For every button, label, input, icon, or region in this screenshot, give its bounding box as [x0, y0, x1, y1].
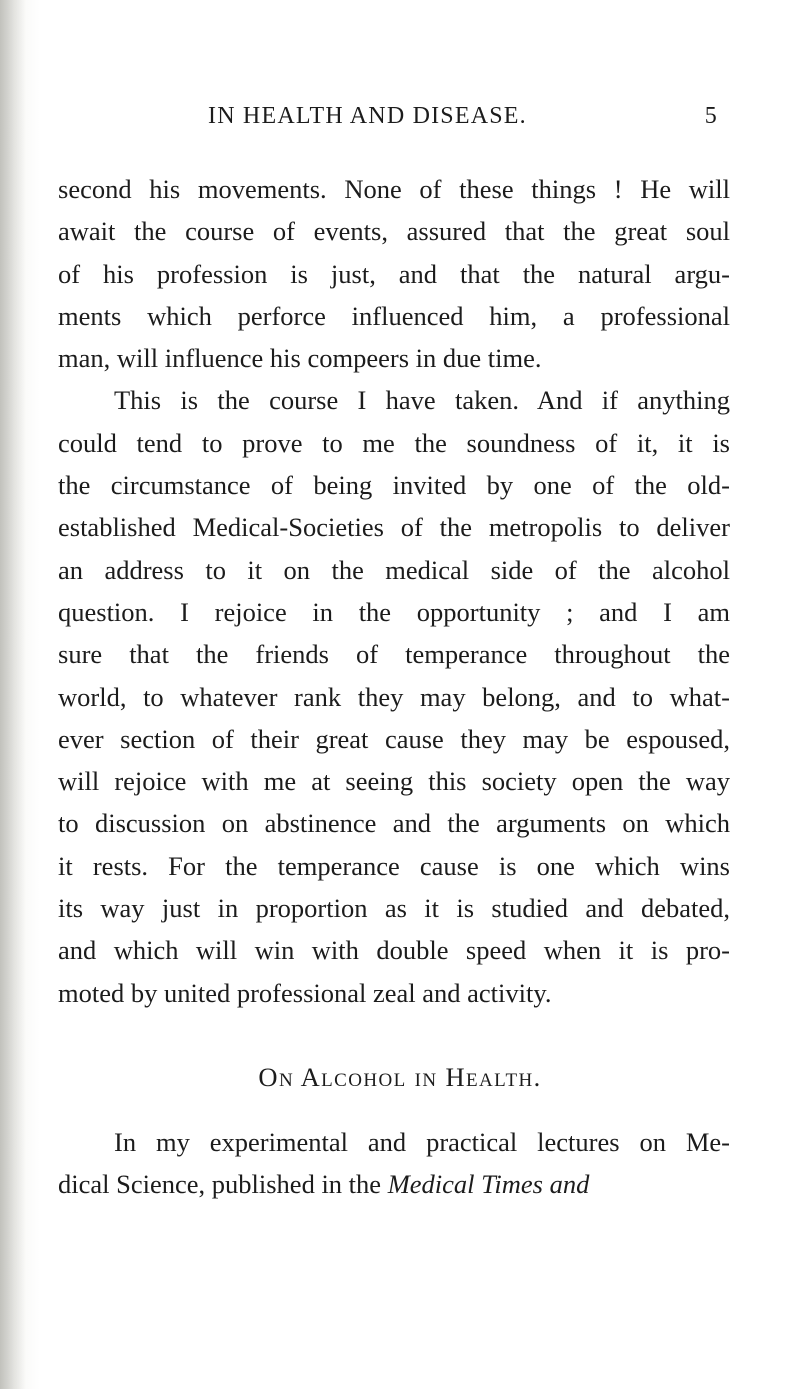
text-line: question. I rejoice in the opportunity ; and I am: [58, 596, 730, 627]
text-line: world, to whatever rank they may belong, and to what-: [58, 681, 730, 712]
page-number: 5: [704, 103, 718, 129]
text-line: could tend to prove to me the soundness of it, it is: [58, 427, 730, 458]
text-line: await the course of events, assured that the great soul: [58, 216, 730, 247]
paragraph-1: [58, 168, 730, 379]
text-line: [58, 1163, 730, 1205]
text-line: and which will win with double speed when it is pro-: [58, 935, 730, 966]
text-segment: dical Science, published in the: [58, 1169, 388, 1200]
text-line: ments which perforce influenced him, a professional: [58, 300, 730, 331]
binding-gutter-shadow: [0, 0, 26, 1389]
text-line: its way just in proportion as it is studied and debated,: [58, 893, 730, 924]
running-head: [208, 103, 718, 143]
body-text: [58, 168, 730, 1014]
text-line: will rejoice with me at seeing this society open the way: [58, 766, 730, 797]
text-line: This is the course I have taken. And if anything: [114, 385, 730, 416]
text-line: of his profession is just, and that the natural argu-: [58, 258, 730, 289]
text-line: ever section of their great cause they may be espoused,: [58, 723, 730, 754]
text-line: the circumstance of being invited by one of the old-: [58, 470, 730, 501]
text-line: it rests. For the temperance cause is one which wins: [58, 850, 730, 881]
journal-title-italic: Medical Times and: [387, 1169, 590, 1200]
text-line: In my experimental and practical lectures on Me-: [114, 1127, 730, 1157]
text-line: moted by united professional zeal and activity.: [58, 977, 552, 1008]
section-heading: On Alcohol in Health.: [258, 1062, 542, 1092]
text-line: second his movements. None of these things ! He will: [58, 174, 730, 204]
paragraph-3: [58, 1121, 730, 1206]
text-line: to discussion on abstinence and the arguments on which: [58, 808, 730, 839]
text-line: man, will influence his compeers in due time.: [58, 343, 542, 374]
text-line: sure that the friends of temperance throughout the: [58, 639, 730, 670]
text-line: an address to it on the medical side of the alcohol: [58, 554, 730, 585]
paragraph-2: [58, 379, 730, 1013]
text-line: established Medical-Societies of the metropolis to deliver: [58, 512, 730, 543]
running-head-title: IN HEALTH AND DISEASE.: [208, 103, 527, 129]
